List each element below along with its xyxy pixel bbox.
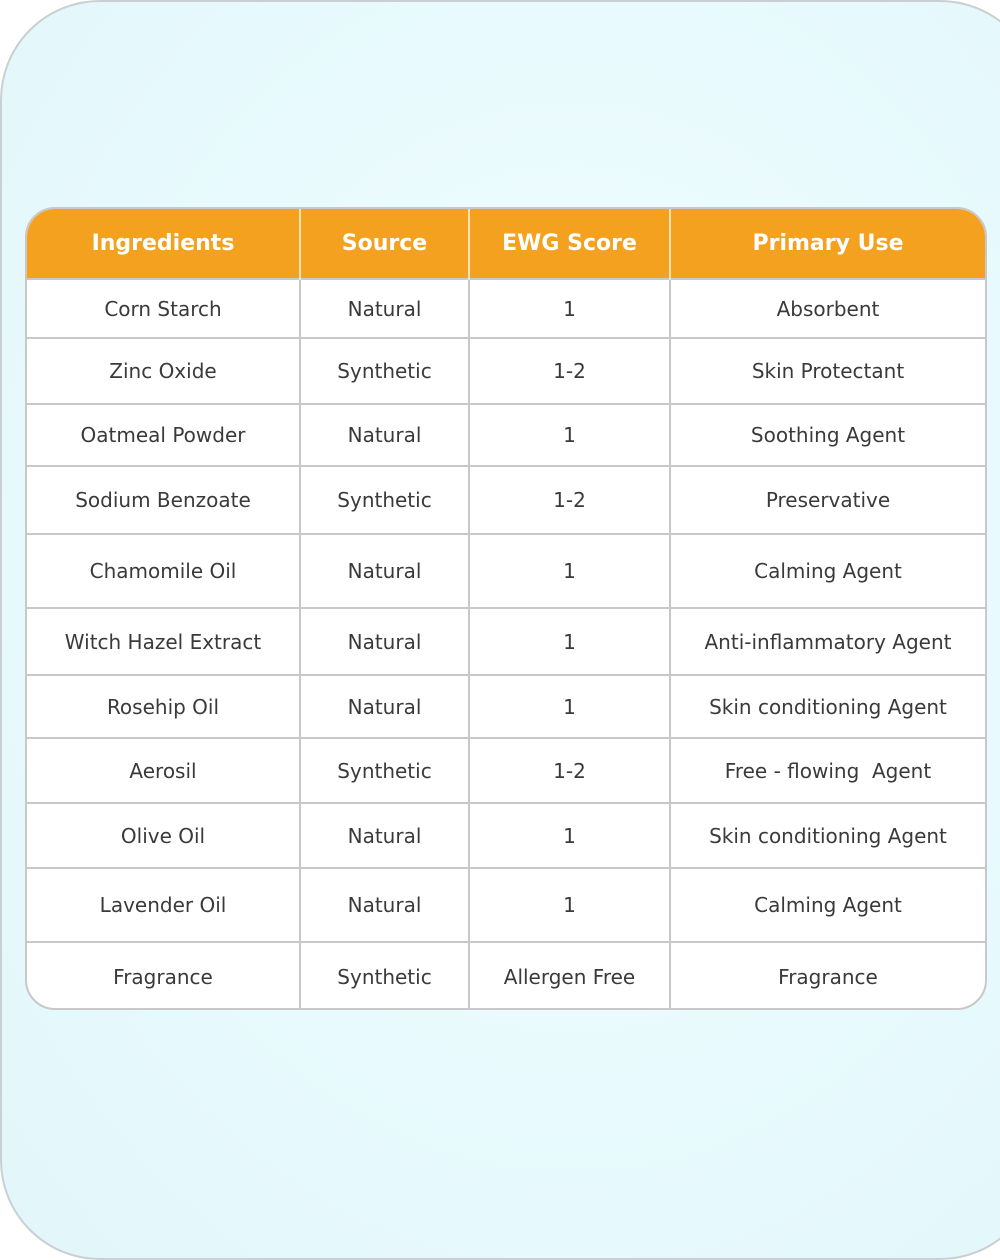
cell-source: Synthetic	[300, 942, 469, 1010]
table-header-row	[27, 209, 985, 279]
cell-ingredient: Corn Starch	[27, 279, 300, 338]
cell-ingredient: Sodium Benzoate	[27, 466, 300, 534]
cell-ingredient: Olive Oil	[27, 803, 300, 868]
cell-primary-use: Free - flowing Agent	[670, 738, 985, 803]
header-ingredients: Ingredients	[27, 209, 300, 279]
header-source: Source	[300, 209, 469, 279]
cell-source: Natural	[300, 279, 469, 338]
cell-primary-use: Skin Protectant	[670, 338, 985, 404]
cell-ingredient: Oatmeal Powder	[27, 404, 300, 466]
table-row	[27, 466, 985, 534]
cell-ingredient: Zinc Oxide	[27, 338, 300, 404]
cell-ewg-score: 1-2	[469, 466, 670, 534]
header-primary-use: Primary Use	[670, 209, 985, 279]
cell-source: Natural	[300, 404, 469, 466]
cell-ewg-score: 1	[469, 675, 670, 738]
cell-ewg-score: 1	[469, 279, 670, 338]
cell-ewg-score: 1-2	[469, 338, 670, 404]
cell-source: Natural	[300, 868, 469, 942]
table-row	[27, 942, 985, 1010]
cell-primary-use: Skin conditioning Agent	[670, 803, 985, 868]
cell-ingredient: Fragrance	[27, 942, 300, 1010]
cell-ingredient: Aerosil	[27, 738, 300, 803]
cell-ewg-score: 1	[469, 868, 670, 942]
table-row	[27, 338, 985, 404]
cell-ewg-score: 1	[469, 534, 670, 608]
cell-ingredient: Witch Hazel Extract	[27, 608, 300, 675]
cell-source: Synthetic	[300, 338, 469, 404]
cell-source: Synthetic	[300, 466, 469, 534]
cell-ewg-score: 1	[469, 803, 670, 868]
table-row	[27, 675, 985, 738]
cell-source: Synthetic	[300, 738, 469, 803]
table-row	[27, 738, 985, 803]
cell-primary-use: Absorbent	[670, 279, 985, 338]
cell-source: Natural	[300, 608, 469, 675]
cell-ewg-score: 1	[469, 404, 670, 466]
table-row	[27, 608, 985, 675]
cell-ewg-score: 1	[469, 608, 670, 675]
cell-primary-use: Skin conditioning Agent	[670, 675, 985, 738]
cell-primary-use: Calming Agent	[670, 868, 985, 942]
cell-ingredient: Lavender Oil	[27, 868, 300, 942]
cell-ewg-score: 1-2	[469, 738, 670, 803]
table-row	[27, 534, 985, 608]
cell-primary-use: Fragrance	[670, 942, 985, 1010]
table-row	[27, 868, 985, 942]
cell-primary-use: Soothing Agent	[670, 404, 985, 466]
cell-source: Natural	[300, 803, 469, 868]
table-row	[27, 404, 985, 466]
cell-ewg-score: Allergen Free	[469, 942, 670, 1010]
header-ewg-score: EWG Score	[469, 209, 670, 279]
ingredients-table-container	[25, 207, 987, 1010]
ingredients-table	[27, 209, 985, 1010]
cell-primary-use: Preservative	[670, 466, 985, 534]
cell-primary-use: Calming Agent	[670, 534, 985, 608]
cell-source: Natural	[300, 675, 469, 738]
cell-ingredient: Rosehip Oil	[27, 675, 300, 738]
cell-primary-use: Anti-inflammatory Agent	[670, 608, 985, 675]
cell-ingredient: Chamomile Oil	[27, 534, 300, 608]
table-row	[27, 279, 985, 338]
cell-source: Natural	[300, 534, 469, 608]
table-row	[27, 803, 985, 868]
